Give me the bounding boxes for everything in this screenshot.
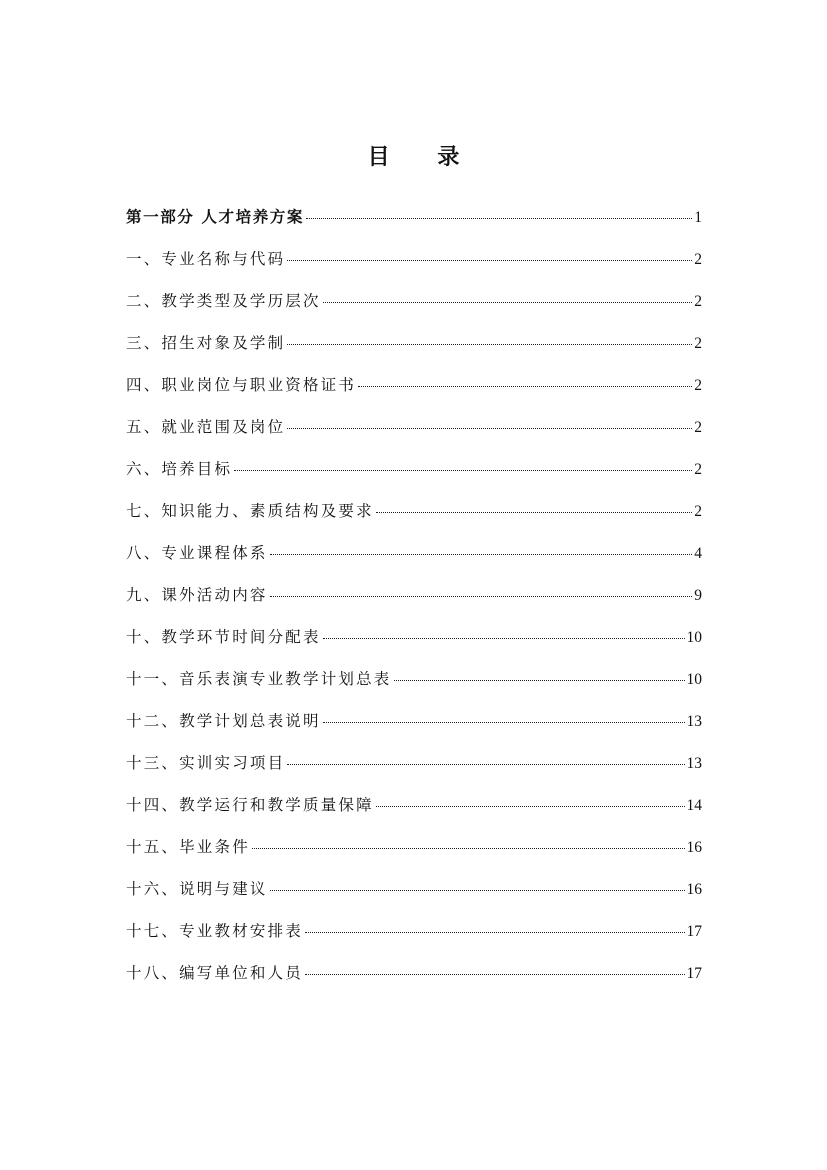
toc-dot-leader bbox=[376, 806, 685, 807]
toc-entry[interactable] bbox=[126, 625, 702, 667]
toc-entry-label: 三、招生对象及学制 bbox=[126, 334, 286, 352]
toc-entry-page: 16 bbox=[686, 881, 702, 898]
toc-entry-label: 第一部分 人才培养方案 bbox=[126, 207, 304, 226]
toc-entry-page: 17 bbox=[686, 923, 702, 940]
toc-entry-page: 2 bbox=[694, 461, 702, 478]
toc-entry[interactable] bbox=[126, 793, 702, 835]
toc-entry-label: 十一、音乐表演专业教学计划总表 bbox=[126, 670, 392, 688]
toc-entry-label: 五、就业范围及岗位 bbox=[126, 418, 286, 436]
toc-dot-leader bbox=[305, 932, 684, 933]
toc-entry-page: 2 bbox=[694, 503, 702, 520]
toc-dot-leader bbox=[323, 722, 685, 723]
toc-entry[interactable] bbox=[126, 373, 702, 415]
toc-entry-page: 9 bbox=[694, 587, 702, 604]
toc-entry-page: 2 bbox=[694, 419, 702, 436]
toc-entry-page: 2 bbox=[694, 335, 702, 352]
toc-dot-leader bbox=[287, 428, 692, 429]
toc-entry-page: 10 bbox=[686, 671, 702, 688]
toc-dot-leader bbox=[323, 638, 685, 639]
toc-entry-page: 13 bbox=[686, 755, 702, 772]
toc-entry-label: 六、培养目标 bbox=[126, 460, 233, 478]
toc-entry[interactable] bbox=[126, 289, 702, 331]
toc-entry[interactable] bbox=[126, 667, 702, 709]
toc-entry-label: 十四、教学运行和教学质量保障 bbox=[126, 796, 374, 814]
toc-entry[interactable] bbox=[126, 541, 702, 583]
toc-entry-label: 二、教学类型及学历层次 bbox=[126, 292, 321, 310]
toc-dot-leader bbox=[323, 302, 693, 303]
toc-title: 目 录 bbox=[367, 144, 480, 170]
toc-entry-page: 4 bbox=[694, 545, 702, 562]
toc-entry-page: 17 bbox=[686, 965, 702, 982]
toc-entry[interactable] bbox=[126, 583, 702, 625]
toc-dot-leader bbox=[270, 596, 693, 597]
toc-dot-leader bbox=[270, 554, 693, 555]
toc-entry-page: 1 bbox=[694, 209, 702, 226]
toc-entry-label: 十二、教学计划总表说明 bbox=[126, 712, 321, 730]
toc-entry[interactable] bbox=[126, 499, 702, 541]
toc-entry[interactable] bbox=[126, 877, 702, 919]
toc-dot-leader bbox=[252, 848, 685, 849]
toc-entry[interactable] bbox=[126, 331, 702, 373]
toc-entry-page: 2 bbox=[694, 293, 702, 310]
toc-dot-leader bbox=[234, 470, 692, 471]
toc-entry[interactable] bbox=[126, 835, 702, 877]
toc-entry[interactable] bbox=[126, 457, 702, 499]
toc-entry-page: 13 bbox=[686, 713, 702, 730]
toc-entry-label: 十七、专业教材安排表 bbox=[126, 922, 304, 940]
toc-entry-label: 十八、编写单位和人员 bbox=[126, 964, 304, 982]
toc-entry-label: 一、专业名称与代码 bbox=[126, 250, 286, 268]
toc-entry[interactable] bbox=[126, 709, 702, 751]
toc-entry-label: 十五、毕业条件 bbox=[126, 838, 250, 856]
toc-dot-leader bbox=[306, 218, 692, 219]
toc-entry-label: 九、课外活动内容 bbox=[126, 586, 268, 604]
toc-entry-page: 2 bbox=[694, 251, 702, 268]
toc-entry-label: 十三、实训实习项目 bbox=[126, 754, 286, 772]
toc-entry-page: 10 bbox=[686, 629, 702, 646]
toc-dot-leader bbox=[394, 680, 685, 681]
toc-entry-label: 四、职业岗位与职业资格证书 bbox=[126, 376, 357, 394]
toc-list bbox=[126, 205, 702, 1003]
toc-entry[interactable] bbox=[126, 247, 702, 289]
toc-entry-label: 十六、说明与建议 bbox=[126, 880, 268, 898]
toc-entry-page: 2 bbox=[694, 377, 702, 394]
toc-entry-label: 七、知识能力、素质结构及要求 bbox=[126, 502, 374, 520]
toc-entry[interactable] bbox=[126, 919, 702, 961]
toc-entry-label: 十、教学环节时间分配表 bbox=[126, 628, 321, 646]
toc-dot-leader bbox=[287, 344, 692, 345]
toc-dot-leader bbox=[358, 386, 692, 387]
toc-dot-leader bbox=[376, 512, 692, 513]
toc-entry-page: 14 bbox=[686, 797, 702, 814]
toc-entry-page: 16 bbox=[686, 839, 702, 856]
toc-entry[interactable] bbox=[126, 751, 702, 793]
toc-entry-part-one[interactable] bbox=[126, 205, 702, 247]
toc-entry[interactable] bbox=[126, 415, 702, 457]
toc-entry[interactable] bbox=[126, 961, 702, 1003]
toc-dot-leader bbox=[305, 974, 684, 975]
toc-dot-leader bbox=[287, 260, 692, 261]
toc-entry-label: 八、专业课程体系 bbox=[126, 544, 268, 562]
toc-dot-leader bbox=[270, 890, 685, 891]
toc-dot-leader bbox=[287, 764, 684, 765]
